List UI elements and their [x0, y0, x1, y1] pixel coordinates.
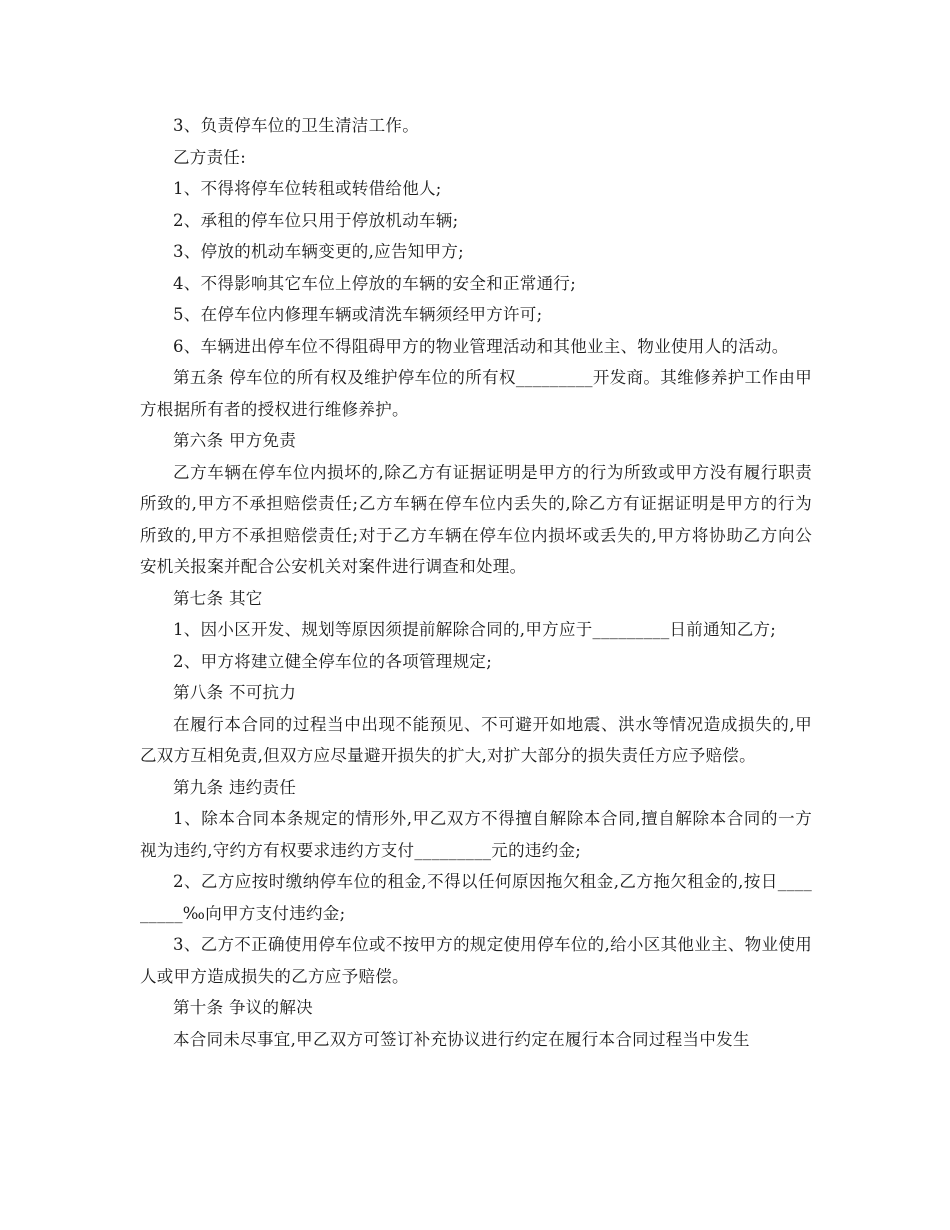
- article-heading: 第七条 其它: [173, 588, 263, 608]
- clause-paragraph: 2、甲方将建立健全停车位的各项管理规定;: [173, 651, 493, 671]
- clause-paragraph: 1、除本合同本条规定的情形外,甲乙双方不得擅自解除本合同,擅自解除本合同的一方视为违约,守约方有权要求违约方支付_________元的违约金;: [140, 809, 812, 860]
- article-heading: 第九条 违约责任: [173, 777, 297, 797]
- article-paragraph: 乙方车辆在停车位内损坏的,除乙方有证据证明是甲方的行为所致或甲方没有履行职责所致的,甲方不承担赔偿责任;乙方车辆在停车位内丢失的,除乙方有证据证明是甲方的行为所致的,甲方不承担赔偿责任;对于乙方车辆在停车位内损坏或丢失的,甲方将协助乙方向公安机关报案并配合公安机关对案件进行调查和处理。: [140, 462, 812, 576]
- section-heading: 乙方责任:: [173, 147, 247, 167]
- clause-paragraph: 5、在停车位内修理车辆或清洗车辆须经甲方许可;: [173, 305, 543, 324]
- article-paragraph: 第五条 停车位的所有权及维护停车位的所有权_________开发商。其维修养护工作由甲方根据所有者的授权进行维修养护。: [140, 368, 812, 419]
- clause-paragraph: 2、乙方应按时缴纳停车位的租金,不得以任何原因拖欠租金,乙方拖欠租金的,按日_________‰向甲方支付违约金;: [140, 872, 812, 923]
- clause-paragraph: 3、乙方不正确使用停车位或不按甲方的规定使用停车位的,给小区其他业主、物业使用人或甲方造成损失的乙方应予赔偿。: [140, 935, 812, 986]
- article-heading: 第十条 争议的解决: [173, 998, 313, 1017]
- clause-paragraph: 1、因小区开发、规划等原因须提前解除合同的,甲方应于_________日前通知乙方;: [173, 620, 777, 639]
- article-paragraph: 本合同未尽事宜,甲乙双方可签订补充协议进行约定在履行本合同过程当中发生: [173, 1029, 750, 1049]
- clause-paragraph: 3、停放的机动车辆变更的,应告知甲方;: [173, 242, 465, 261]
- clause-paragraph: 1、不得将停车位转租或转借给他人;: [173, 179, 442, 198]
- article-heading: 第六条 甲方免责: [173, 431, 297, 450]
- clause-paragraph: 4、不得影响其它车位上停放的车辆的安全和正常通行;: [173, 273, 577, 293]
- clause-paragraph: 2、承租的停车位只用于停放机动车辆;: [173, 210, 459, 230]
- clause-paragraph: 3、负责停车位的卫生清洁工作。: [173, 116, 419, 135]
- document-body: [140, 110, 812, 1055]
- article-paragraph: 在履行本合同的过程当中出现不能预见、不可避开如地震、洪水等情况造成损失的,甲乙双方互相免责,但双方应尽量避开损失的扩大,对扩大部分的损失责任方应予赔偿。: [140, 714, 812, 765]
- clause-paragraph: 6、车辆进出停车位不得阻碍甲方的物业管理活动和其他业主、物业使用人的活动。: [173, 336, 789, 356]
- article-heading: 第八条 不可抗力: [173, 683, 297, 702]
